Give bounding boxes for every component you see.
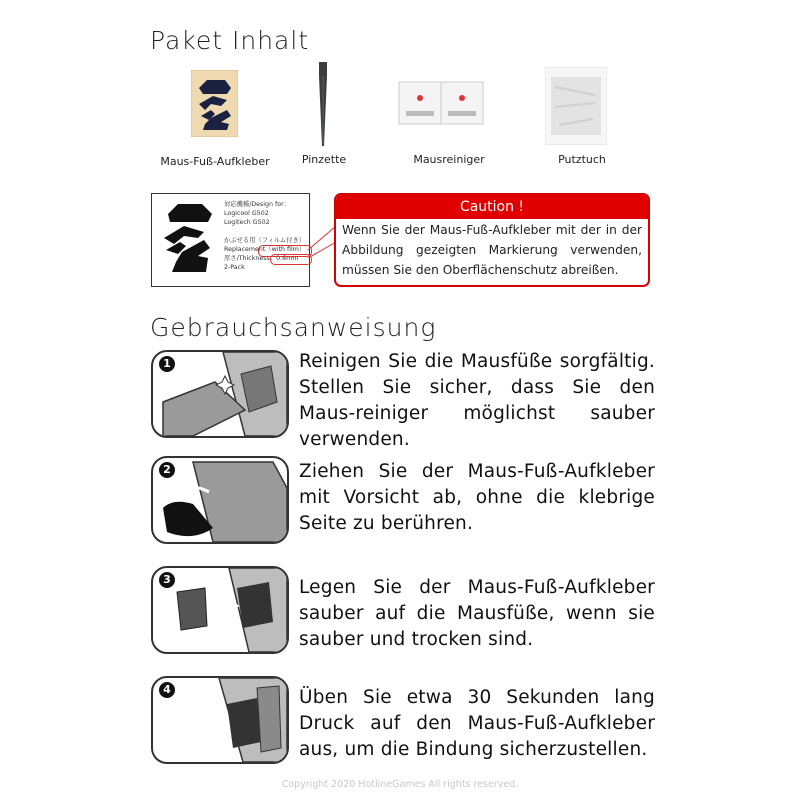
instructions-title: Gebrauchsanweisung xyxy=(150,313,437,342)
step-3-number: 3 xyxy=(159,572,175,588)
item-label-cleaner: Mausreiniger xyxy=(413,153,485,166)
tweezers-icon xyxy=(316,62,330,147)
copyright-text: Copyright 2020 HotlineGames All rights reserved. xyxy=(281,779,519,790)
step-2-number: 2 xyxy=(159,462,175,478)
package-title: Paket Inhalt xyxy=(150,26,310,55)
cleaner-packets-icon xyxy=(398,81,484,125)
item-label-sticker: Maus-Fuß-Aufkleber xyxy=(160,155,270,168)
caution-text: Wenn Sie der Maus-Fuß-Aufkleber mit der in der Abbildung gezeigten Markierung verwenden, müssen Sie den Oberflächenschutz abreißen. xyxy=(342,223,642,277)
step-1-number: 1 xyxy=(159,356,175,372)
item-label-tweezers: Pinzette xyxy=(301,153,347,166)
step-1-text: Reinigen Sie die Mausfüße sorgfältig. Stellen Sie sicher, dass Sie den Maus-reiniger möglichst sauber verwenden. xyxy=(299,351,655,450)
mouse-feet-sticker-icon xyxy=(191,70,238,137)
step-1-illustration xyxy=(151,350,289,438)
caution-box xyxy=(334,193,650,287)
step-4-illustration xyxy=(151,676,289,764)
cloth-icon xyxy=(545,67,607,145)
item-label-cloth: Putztuch xyxy=(558,153,606,166)
step-4-number: 4 xyxy=(159,682,175,698)
product-spec-card xyxy=(151,193,310,287)
step-2-illustration xyxy=(151,456,289,544)
step-3-text: Legen Sie der Maus-Fuß-Aufkleber sauber auf die Mausfüße, wenn sie sauber und trocken sind. xyxy=(299,577,655,650)
step-3-illustration xyxy=(151,566,289,654)
step-4-text: Üben Sie etwa 30 Sekunden lang Druck auf den Maus-Fuß-Aufkleber aus, um die Bindung sicherzustellen. xyxy=(299,687,655,760)
spec-text: 対応機種/Design for： Logicool G502 Logitech G502 かぶせる用（フィルム付き） Replacement（with film） 厚さ/Thickness：0.6mm 2-Pack xyxy=(224,201,306,271)
sticker-shape-icon xyxy=(158,200,218,278)
caution-title: Caution ! xyxy=(336,195,648,219)
step-2-text: Ziehen Sie der Maus-Fuß-Aufkleber mit Vorsicht ab, ohne die klebrige Seite zu berühren. xyxy=(299,461,655,534)
